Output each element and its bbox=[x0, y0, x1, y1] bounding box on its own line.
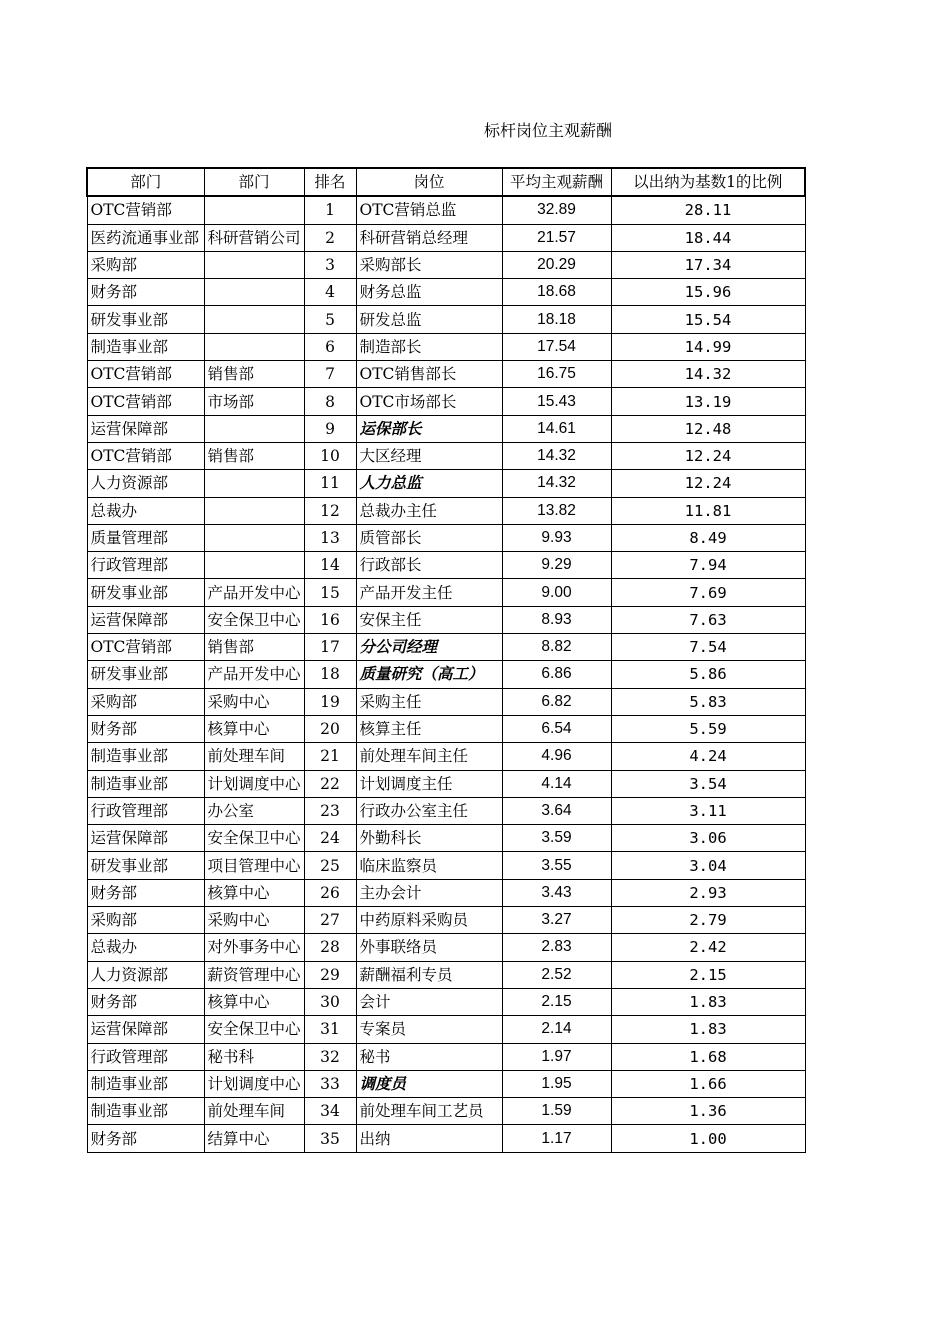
cell-rank: 10 bbox=[304, 442, 356, 469]
cell-position: 会计 bbox=[356, 988, 502, 1015]
table-row bbox=[87, 715, 805, 742]
table-row bbox=[87, 251, 805, 278]
header-position: 岗位 bbox=[356, 168, 502, 196]
cell-department: 采购部 bbox=[87, 251, 204, 278]
cell-ratio: 15.96 bbox=[611, 279, 805, 306]
cell-position: 临床监察员 bbox=[356, 852, 502, 879]
header-ratio: 以出纳为基数1的比例 bbox=[611, 168, 805, 196]
cell-position: 人力总监 bbox=[356, 470, 502, 497]
table-row bbox=[87, 1043, 805, 1070]
cell-position: 财务总监 bbox=[356, 279, 502, 306]
cell-average-salary: 14.32 bbox=[502, 442, 611, 469]
table-row bbox=[87, 988, 805, 1015]
cell-position: 计划调度主任 bbox=[356, 770, 502, 797]
table-row bbox=[87, 361, 805, 388]
cell-department: 人力资源部 bbox=[87, 470, 204, 497]
cell-sub-department: 采购中心 bbox=[204, 688, 304, 715]
cell-position: 出纳 bbox=[356, 1125, 502, 1152]
header-average-salary: 平均主观薪酬 bbox=[502, 168, 611, 196]
cell-sub-department: 秘书科 bbox=[204, 1043, 304, 1070]
cell-rank: 24 bbox=[304, 825, 356, 852]
table-row bbox=[87, 852, 805, 879]
cell-position: 核算主任 bbox=[356, 715, 502, 742]
table-row bbox=[87, 879, 805, 906]
cell-department: 采购部 bbox=[87, 907, 204, 934]
cell-ratio: 2.79 bbox=[611, 907, 805, 934]
cell-department: OTC营销部 bbox=[87, 634, 204, 661]
cell-sub-department: 前处理车间 bbox=[204, 1098, 304, 1125]
cell-position: 薪酬福利专员 bbox=[356, 961, 502, 988]
cell-position: 行政办公室主任 bbox=[356, 797, 502, 824]
cell-ratio: 2.42 bbox=[611, 934, 805, 961]
cell-department: 研发事业部 bbox=[87, 579, 204, 606]
cell-sub-department: 销售部 bbox=[204, 634, 304, 661]
cell-rank: 21 bbox=[304, 743, 356, 770]
cell-rank: 25 bbox=[304, 852, 356, 879]
cell-department: 采购部 bbox=[87, 688, 204, 715]
cell-average-salary: 3.59 bbox=[502, 825, 611, 852]
cell-rank: 34 bbox=[304, 1098, 356, 1125]
cell-department: 行政管理部 bbox=[87, 797, 204, 824]
cell-average-salary: 15.43 bbox=[502, 388, 611, 415]
table-row bbox=[87, 961, 805, 988]
table-row bbox=[87, 388, 805, 415]
cell-rank: 18 bbox=[304, 661, 356, 688]
cell-rank: 14 bbox=[304, 552, 356, 579]
cell-position: 质管部长 bbox=[356, 524, 502, 551]
cell-rank: 33 bbox=[304, 1070, 356, 1097]
cell-rank: 1 bbox=[304, 196, 356, 224]
cell-average-salary: 14.32 bbox=[502, 470, 611, 497]
cell-average-salary: 8.82 bbox=[502, 634, 611, 661]
cell-rank: 2 bbox=[304, 224, 356, 251]
cell-rank: 13 bbox=[304, 524, 356, 551]
cell-position: 采购部长 bbox=[356, 251, 502, 278]
cell-average-salary: 14.61 bbox=[502, 415, 611, 442]
cell-rank: 3 bbox=[304, 251, 356, 278]
cell-position: 大区经理 bbox=[356, 442, 502, 469]
cell-average-salary: 6.86 bbox=[502, 661, 611, 688]
cell-ratio: 11.81 bbox=[611, 497, 805, 524]
cell-ratio: 14.32 bbox=[611, 361, 805, 388]
cell-average-salary: 32.89 bbox=[502, 196, 611, 224]
cell-rank: 31 bbox=[304, 1016, 356, 1043]
cell-sub-department: 采购中心 bbox=[204, 907, 304, 934]
cell-average-salary: 21.57 bbox=[502, 224, 611, 251]
table-row bbox=[87, 1016, 805, 1043]
cell-sub-department: 科研营销公司 bbox=[204, 224, 304, 251]
cell-ratio: 7.94 bbox=[611, 552, 805, 579]
table-row bbox=[87, 1125, 805, 1152]
cell-sub-department bbox=[204, 497, 304, 524]
cell-average-salary: 16.75 bbox=[502, 361, 611, 388]
cell-sub-department: 核算中心 bbox=[204, 715, 304, 742]
cell-ratio: 8.49 bbox=[611, 524, 805, 551]
cell-ratio: 1.36 bbox=[611, 1098, 805, 1125]
cell-average-salary: 17.54 bbox=[502, 333, 611, 360]
table-row bbox=[87, 333, 805, 360]
cell-ratio: 1.83 bbox=[611, 1016, 805, 1043]
benchmark-salary-table bbox=[86, 167, 806, 1153]
table-row bbox=[87, 743, 805, 770]
cell-department: 财务部 bbox=[87, 879, 204, 906]
cell-position: 秘书 bbox=[356, 1043, 502, 1070]
cell-ratio: 12.48 bbox=[611, 415, 805, 442]
cell-position: 前处理车间工艺员 bbox=[356, 1098, 502, 1125]
cell-average-salary: 9.93 bbox=[502, 524, 611, 551]
cell-average-salary: 18.68 bbox=[502, 279, 611, 306]
cell-department: 财务部 bbox=[87, 1125, 204, 1152]
cell-position: 研发总监 bbox=[356, 306, 502, 333]
table-row bbox=[87, 279, 805, 306]
table-row bbox=[87, 306, 805, 333]
cell-department: 运营保障部 bbox=[87, 606, 204, 633]
table-row bbox=[87, 661, 805, 688]
cell-average-salary: 9.29 bbox=[502, 552, 611, 579]
table-row bbox=[87, 825, 805, 852]
cell-rank: 5 bbox=[304, 306, 356, 333]
header-row bbox=[87, 168, 805, 196]
cell-ratio: 12.24 bbox=[611, 470, 805, 497]
cell-department: 总裁办 bbox=[87, 934, 204, 961]
cell-average-salary: 20.29 bbox=[502, 251, 611, 278]
cell-department: 研发事业部 bbox=[87, 661, 204, 688]
cell-sub-department bbox=[204, 279, 304, 306]
cell-sub-department bbox=[204, 196, 304, 224]
cell-department: 财务部 bbox=[87, 988, 204, 1015]
cell-rank: 29 bbox=[304, 961, 356, 988]
cell-position: 调度员 bbox=[356, 1070, 502, 1097]
cell-rank: 6 bbox=[304, 333, 356, 360]
cell-rank: 8 bbox=[304, 388, 356, 415]
cell-average-salary: 13.82 bbox=[502, 497, 611, 524]
cell-average-salary: 3.55 bbox=[502, 852, 611, 879]
sheet-title bbox=[0, 118, 950, 141]
cell-position: 分公司经理 bbox=[356, 634, 502, 661]
cell-sub-department: 产品开发中心 bbox=[204, 661, 304, 688]
cell-rank: 32 bbox=[304, 1043, 356, 1070]
table-row bbox=[87, 470, 805, 497]
cell-position: 制造部长 bbox=[356, 333, 502, 360]
table-row bbox=[87, 770, 805, 797]
table-row bbox=[87, 415, 805, 442]
cell-average-salary: 3.64 bbox=[502, 797, 611, 824]
cell-rank: 12 bbox=[304, 497, 356, 524]
cell-rank: 30 bbox=[304, 988, 356, 1015]
cell-sub-department bbox=[204, 333, 304, 360]
table-row bbox=[87, 442, 805, 469]
cell-department: 财务部 bbox=[87, 715, 204, 742]
cell-average-salary: 6.54 bbox=[502, 715, 611, 742]
cell-sub-department bbox=[204, 415, 304, 442]
cell-sub-department: 核算中心 bbox=[204, 879, 304, 906]
cell-position: OTC营销总监 bbox=[356, 196, 502, 224]
cell-rank: 17 bbox=[304, 634, 356, 661]
cell-sub-department bbox=[204, 306, 304, 333]
cell-average-salary: 4.14 bbox=[502, 770, 611, 797]
cell-position: 行政部长 bbox=[356, 552, 502, 579]
table-row bbox=[87, 524, 805, 551]
header-department: 部门 bbox=[87, 168, 204, 196]
cell-department: OTC营销部 bbox=[87, 442, 204, 469]
cell-department: 制造事业部 bbox=[87, 743, 204, 770]
cell-rank: 19 bbox=[304, 688, 356, 715]
cell-ratio: 1.83 bbox=[611, 988, 805, 1015]
cell-position: 质量研究（高工） bbox=[356, 661, 502, 688]
cell-sub-department: 对外事务中心 bbox=[204, 934, 304, 961]
cell-department: 运营保障部 bbox=[87, 415, 204, 442]
cell-sub-department: 结算中心 bbox=[204, 1125, 304, 1152]
cell-ratio: 17.34 bbox=[611, 251, 805, 278]
cell-rank: 9 bbox=[304, 415, 356, 442]
cell-sub-department: 安全保卫中心 bbox=[204, 1016, 304, 1043]
cell-department: 研发事业部 bbox=[87, 306, 204, 333]
cell-sub-department bbox=[204, 470, 304, 497]
cell-department: 制造事业部 bbox=[87, 1098, 204, 1125]
cell-average-salary: 2.14 bbox=[502, 1016, 611, 1043]
cell-average-salary: 3.43 bbox=[502, 879, 611, 906]
header-rank: 排名 bbox=[304, 168, 356, 196]
cell-ratio: 5.59 bbox=[611, 715, 805, 742]
table-row bbox=[87, 907, 805, 934]
cell-position: OTC销售部长 bbox=[356, 361, 502, 388]
cell-ratio: 15.54 bbox=[611, 306, 805, 333]
cell-ratio: 4.24 bbox=[611, 743, 805, 770]
sheet-title-text: 标杆岗位主观薪酬 bbox=[484, 121, 613, 140]
cell-ratio: 14.99 bbox=[611, 333, 805, 360]
cell-position: OTC市场部长 bbox=[356, 388, 502, 415]
cell-position: 产品开发主任 bbox=[356, 579, 502, 606]
table-row bbox=[87, 579, 805, 606]
cell-ratio: 3.54 bbox=[611, 770, 805, 797]
cell-department: 研发事业部 bbox=[87, 852, 204, 879]
cell-position: 外事联络员 bbox=[356, 934, 502, 961]
cell-average-salary: 1.95 bbox=[502, 1070, 611, 1097]
cell-sub-department: 计划调度中心 bbox=[204, 1070, 304, 1097]
cell-sub-department: 办公室 bbox=[204, 797, 304, 824]
cell-rank: 23 bbox=[304, 797, 356, 824]
cell-ratio: 3.11 bbox=[611, 797, 805, 824]
cell-position: 运保部长 bbox=[356, 415, 502, 442]
cell-ratio: 13.19 bbox=[611, 388, 805, 415]
cell-position: 前处理车间主任 bbox=[356, 743, 502, 770]
cell-department: 制造事业部 bbox=[87, 770, 204, 797]
cell-rank: 15 bbox=[304, 579, 356, 606]
cell-sub-department: 核算中心 bbox=[204, 988, 304, 1015]
table-row bbox=[87, 1098, 805, 1125]
cell-average-salary: 1.59 bbox=[502, 1098, 611, 1125]
cell-ratio: 28.11 bbox=[611, 196, 805, 224]
cell-rank: 20 bbox=[304, 715, 356, 742]
cell-department: OTC营销部 bbox=[87, 196, 204, 224]
cell-department: 行政管理部 bbox=[87, 552, 204, 579]
cell-sub-department: 销售部 bbox=[204, 442, 304, 469]
cell-rank: 26 bbox=[304, 879, 356, 906]
cell-sub-department: 销售部 bbox=[204, 361, 304, 388]
cell-sub-department bbox=[204, 552, 304, 579]
cell-average-salary: 4.96 bbox=[502, 743, 611, 770]
cell-ratio: 12.24 bbox=[611, 442, 805, 469]
cell-ratio: 18.44 bbox=[611, 224, 805, 251]
cell-sub-department: 安全保卫中心 bbox=[204, 825, 304, 852]
table-body bbox=[87, 196, 805, 1152]
cell-average-salary: 9.00 bbox=[502, 579, 611, 606]
cell-rank: 27 bbox=[304, 907, 356, 934]
cell-sub-department bbox=[204, 251, 304, 278]
cell-department: OTC营销部 bbox=[87, 361, 204, 388]
cell-ratio: 7.54 bbox=[611, 634, 805, 661]
cell-sub-department: 项目管理中心 bbox=[204, 852, 304, 879]
cell-sub-department: 薪资管理中心 bbox=[204, 961, 304, 988]
cell-department: 制造事业部 bbox=[87, 333, 204, 360]
table-row bbox=[87, 606, 805, 633]
table-row bbox=[87, 497, 805, 524]
cell-ratio: 2.93 bbox=[611, 879, 805, 906]
cell-average-salary: 1.97 bbox=[502, 1043, 611, 1070]
cell-ratio: 1.00 bbox=[611, 1125, 805, 1152]
header-sub-department: 部门 bbox=[204, 168, 304, 196]
cell-sub-department: 计划调度中心 bbox=[204, 770, 304, 797]
cell-rank: 11 bbox=[304, 470, 356, 497]
table-row bbox=[87, 552, 805, 579]
cell-department: 制造事业部 bbox=[87, 1070, 204, 1097]
table-row bbox=[87, 934, 805, 961]
cell-rank: 4 bbox=[304, 279, 356, 306]
cell-position: 科研营销总经理 bbox=[356, 224, 502, 251]
cell-rank: 35 bbox=[304, 1125, 356, 1152]
cell-ratio: 3.04 bbox=[611, 852, 805, 879]
cell-ratio: 3.06 bbox=[611, 825, 805, 852]
cell-department: 财务部 bbox=[87, 279, 204, 306]
cell-department: OTC营销部 bbox=[87, 388, 204, 415]
cell-department: 总裁办 bbox=[87, 497, 204, 524]
cell-ratio: 1.68 bbox=[611, 1043, 805, 1070]
cell-rank: 7 bbox=[304, 361, 356, 388]
cell-ratio: 5.83 bbox=[611, 688, 805, 715]
cell-average-salary: 6.82 bbox=[502, 688, 611, 715]
cell-ratio: 5.86 bbox=[611, 661, 805, 688]
cell-position: 采购主任 bbox=[356, 688, 502, 715]
cell-department: 行政管理部 bbox=[87, 1043, 204, 1070]
cell-ratio: 7.69 bbox=[611, 579, 805, 606]
cell-position: 总裁办主任 bbox=[356, 497, 502, 524]
table-row bbox=[87, 797, 805, 824]
table-row bbox=[87, 634, 805, 661]
cell-position: 中药原料采购员 bbox=[356, 907, 502, 934]
table-row bbox=[87, 1070, 805, 1097]
cell-sub-department: 市场部 bbox=[204, 388, 304, 415]
table-row bbox=[87, 688, 805, 715]
cell-department: 医药流通事业部 bbox=[87, 224, 204, 251]
cell-average-salary: 8.93 bbox=[502, 606, 611, 633]
cell-average-salary: 2.15 bbox=[502, 988, 611, 1015]
cell-rank: 28 bbox=[304, 934, 356, 961]
cell-position: 专案员 bbox=[356, 1016, 502, 1043]
cell-sub-department: 安全保卫中心 bbox=[204, 606, 304, 633]
cell-ratio: 7.63 bbox=[611, 606, 805, 633]
cell-ratio: 1.66 bbox=[611, 1070, 805, 1097]
cell-sub-department: 产品开发中心 bbox=[204, 579, 304, 606]
cell-average-salary: 18.18 bbox=[502, 306, 611, 333]
cell-ratio: 2.15 bbox=[611, 961, 805, 988]
cell-sub-department bbox=[204, 524, 304, 551]
cell-position: 安保主任 bbox=[356, 606, 502, 633]
cell-rank: 16 bbox=[304, 606, 356, 633]
cell-average-salary: 2.52 bbox=[502, 961, 611, 988]
cell-sub-department: 前处理车间 bbox=[204, 743, 304, 770]
cell-department: 运营保障部 bbox=[87, 1016, 204, 1043]
cell-department: 运营保障部 bbox=[87, 825, 204, 852]
cell-average-salary: 3.27 bbox=[502, 907, 611, 934]
cell-rank: 22 bbox=[304, 770, 356, 797]
cell-average-salary: 1.17 bbox=[502, 1125, 611, 1152]
table-row bbox=[87, 224, 805, 251]
cell-average-salary: 2.83 bbox=[502, 934, 611, 961]
cell-position: 主办会计 bbox=[356, 879, 502, 906]
cell-position: 外勤科长 bbox=[356, 825, 502, 852]
table-row bbox=[87, 196, 805, 224]
cell-department: 质量管理部 bbox=[87, 524, 204, 551]
cell-department: 人力资源部 bbox=[87, 961, 204, 988]
